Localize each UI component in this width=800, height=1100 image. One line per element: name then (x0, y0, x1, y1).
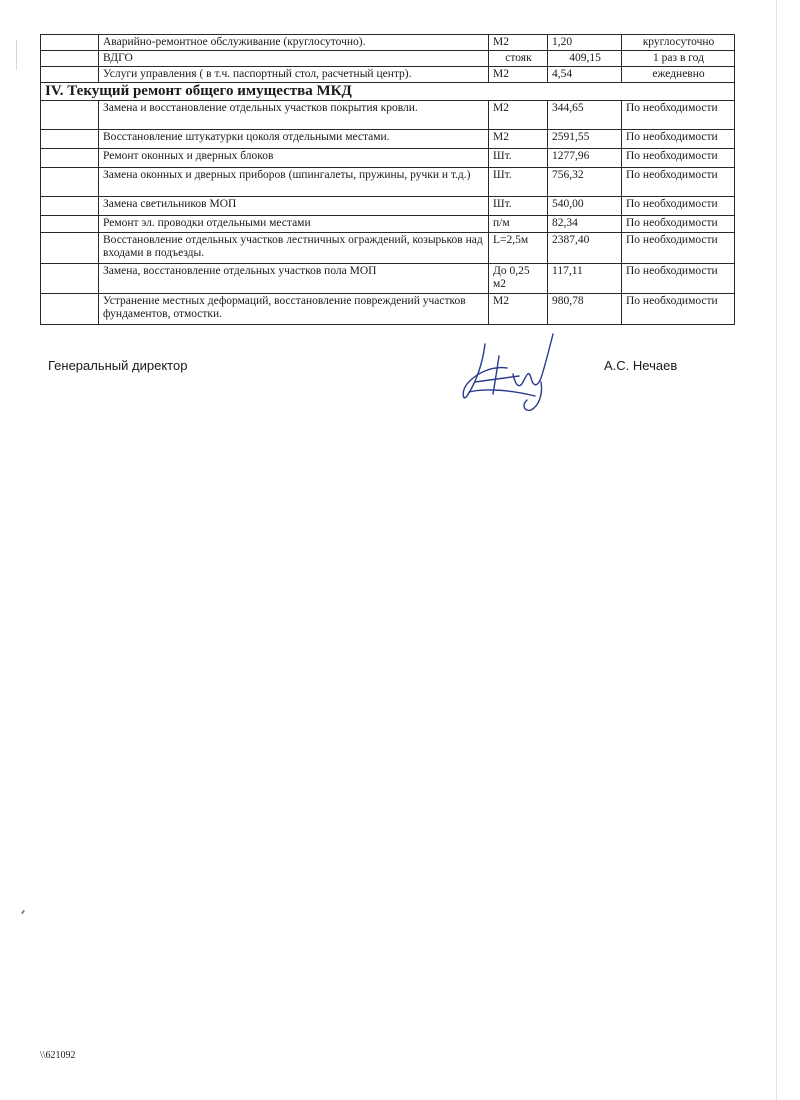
table-row (41, 67, 735, 83)
repair-unit: Шт. (489, 197, 548, 216)
table-row (41, 216, 735, 233)
repair-period: По необходимости (622, 149, 735, 168)
repair-name: Замена и восстановление отдельных участков покрытия кровли. (99, 101, 489, 130)
repair-name: Ремонт оконных и дверных блоков (99, 149, 489, 168)
service-price: 1,20 (548, 35, 622, 51)
service-name: Услуги управления ( в т.ч. паспортный стол, расчетный центр). (99, 67, 489, 83)
repair-period: По необходимости (622, 264, 735, 294)
repair-period: По необходимости (622, 294, 735, 325)
row-number-cell (41, 197, 99, 216)
row-number-cell (41, 216, 99, 233)
service-unit: стояк (489, 51, 548, 67)
repair-period: По необходимости (622, 197, 735, 216)
repair-name: Восстановление штукатурки цоколя отдельными местами. (99, 130, 489, 149)
row-number-cell (41, 233, 99, 264)
repair-price: 2591,55 (548, 130, 622, 149)
handwritten-signature (455, 326, 575, 416)
row-number-cell (41, 149, 99, 168)
scan-speck (21, 910, 25, 914)
repair-price: 980,78 (548, 294, 622, 325)
service-price: 409,15 (548, 51, 622, 67)
service-name: Аварийно-ремонтное обслуживание (круглосуточно). (99, 35, 489, 51)
director-name: А.С. Нечаев (604, 358, 678, 373)
service-period: круглосуточно (622, 35, 735, 51)
repair-period: По необходимости (622, 233, 735, 264)
repair-unit: L=2,5м (489, 233, 548, 264)
service-period: 1 раз в год (622, 51, 735, 67)
director-title: Генеральный директор (48, 358, 188, 373)
table-row (41, 294, 735, 325)
table-row (41, 149, 735, 168)
repair-period: По необходимости (622, 130, 735, 149)
repair-period: По необходимости (622, 168, 735, 197)
repair-price: 117,11 (548, 264, 622, 294)
service-price: 4,54 (548, 67, 622, 83)
services-table (40, 34, 735, 325)
row-number-cell (41, 264, 99, 294)
repair-period: По необходимости (622, 216, 735, 233)
signature-block (0, 356, 800, 426)
row-number-cell (41, 130, 99, 149)
repair-unit: М2 (489, 294, 548, 325)
service-unit: М2 (489, 67, 548, 83)
row-number-cell (41, 51, 99, 67)
repair-unit: п/м (489, 216, 548, 233)
repair-unit: До 0,25 м2 (489, 264, 548, 294)
table-row (41, 51, 735, 67)
repair-name: Устранение местных деформаций, восстановление повреждений участков фундаментов, отмостки. (99, 294, 489, 325)
repair-price: 344,65 (548, 101, 622, 130)
service-unit: М2 (489, 35, 548, 51)
scan-mark (16, 40, 17, 70)
table-row (41, 197, 735, 216)
repair-price: 540,00 (548, 197, 622, 216)
row-number-cell (41, 294, 99, 325)
row-number-cell (41, 35, 99, 51)
table-row (41, 264, 735, 294)
repair-unit: М2 (489, 130, 548, 149)
row-number-cell (41, 101, 99, 130)
row-number-cell (41, 67, 99, 83)
repair-name: Замена оконных и дверных приборов (шпингалеты, пружины, ручки и т.д.) (99, 168, 489, 197)
repair-period: По необходимости (622, 101, 735, 130)
document-number: \\621092 (40, 1050, 76, 1061)
table-row (41, 130, 735, 149)
repair-name: Ремонт эл. проводки отдельными местами (99, 216, 489, 233)
table-row (41, 233, 735, 264)
scan-edge (776, 0, 777, 1100)
service-name: ВДГО (99, 51, 489, 67)
repair-price: 82,34 (548, 216, 622, 233)
repair-price: 2387,40 (548, 233, 622, 264)
repair-name: Замена светильников МОП (99, 197, 489, 216)
row-number-cell (41, 168, 99, 197)
table-row (41, 101, 735, 130)
repair-unit: М2 (489, 101, 548, 130)
repair-unit: Шт. (489, 168, 548, 197)
section-title: IV. Текущий ремонт общего имущества МКД (41, 83, 735, 101)
repair-unit: Шт. (489, 149, 548, 168)
repair-name: Замена, восстановление отдельных участков пола МОП (99, 264, 489, 294)
repair-name: Восстановление отдельных участков лестничных ограждений, козырьков над входами в подъезды. (99, 233, 489, 264)
table-row (41, 35, 735, 51)
repair-price: 1277,96 (548, 149, 622, 168)
section-header-row (41, 83, 735, 101)
table-row (41, 168, 735, 197)
repair-price: 756,32 (548, 168, 622, 197)
service-period: ежедневно (622, 67, 735, 83)
